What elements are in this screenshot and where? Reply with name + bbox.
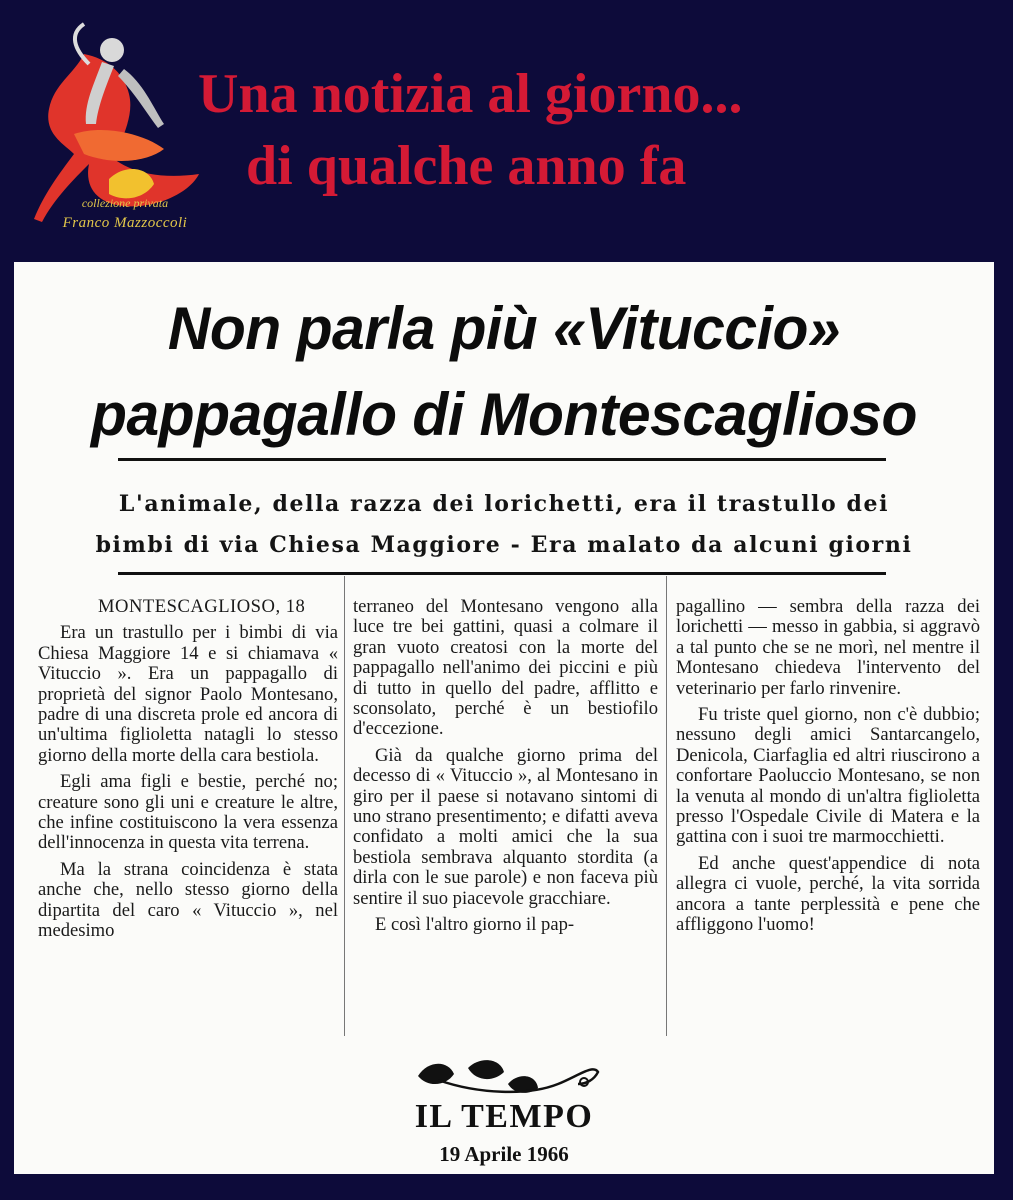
paragraph: terraneo del Montesano vengono alla luce tre bei gattini, quasi a colmare il gran vuoto creatosi con la morte del pappagallo nell'animo dei piccini e più di tutto in quello del padre, afflitto e sconsolato, perché è un bestiofilo d'eccezione. <box>353 596 658 740</box>
column-separator <box>344 576 345 1036</box>
leaf-ornament-icon <box>408 1054 604 1100</box>
column-separator <box>666 576 667 1036</box>
collection-owner: Franco Mazzoccoli <box>62 215 188 231</box>
title-line-1: Una notizia al giorno... <box>198 63 743 125</box>
dateline: MONTESCAGLIOSO, 18 <box>98 596 306 617</box>
article-column-2 <box>353 597 658 942</box>
paragraph: Ed anche quest'appendice di nota allegra ci vuole, perché, la vita sorrida ancora a tante perplessità e pene che affliggono l'uomo! <box>676 852 980 936</box>
headline-line-2: pappagallo di Montescaglioso <box>91 381 917 448</box>
newspaper-clipping <box>14 262 994 1174</box>
page-title <box>190 58 890 202</box>
article-headline <box>24 286 984 458</box>
headline-line-1: Non parla più «Vituccio» <box>167 295 841 362</box>
paragraph: E così l'altro giorno il pap- <box>375 914 575 936</box>
paragraph: Fu triste quel giorno, non c'è dubbio; nessuno degli amici Santarcangelo, Denicola, Ciarfaglia ed altri riuscirono a confortare Paoluccio Montesano, se non la venuta al mondo di un'altra figlioletta presso l'Ospedale Civile di Matera e la gattina con i suoi tre marmocchietti. <box>676 704 980 848</box>
title-line-2: di qualche anno fa <box>246 135 687 197</box>
publication-date: 19 Aprile 1966 <box>439 1142 569 1166</box>
divider-rule <box>118 458 886 461</box>
article-subheadline <box>14 484 994 566</box>
article-column-1 <box>38 597 338 948</box>
article-column-3 <box>676 597 980 942</box>
newspaper-name: IL TEMPO <box>414 1098 594 1135</box>
subhead-line-2: bimbi di via Chiesa Maggiore - Era malato da alcuni giorni <box>95 532 913 558</box>
paragraph: Era un trastullo per i bimbi di via Chiesa Maggiore 14 e si chiamava « Vituccio ». Era un pappagallo di proprietà del signor Paolo Montesano, padre di una discreta prole ed ancora di un'ultima figlioletta natagli lo stesso giorno della morte della cara bestiola. <box>38 622 338 766</box>
paragraph: Già da qualche giorno prima del decesso di « Vituccio », al Montesano in giro per il paese si notavano sintomi di uno strano presentimento; e difatti aveva confidato a molti amici che la sua bestiola sembrava alquanto stordita (a dirla con le sue parole) e non faceva più sentire il suo piacevole gracchiare. <box>353 744 658 909</box>
paragraph: pagallino — sembra della razza dei lorichetti — messo in gabbia, si aggravò a tal punto che se ne morì, nel mentre il Montesano chiedeva l'intervento del veterinario per farlo rinvenire. <box>676 596 980 699</box>
collection-caption <box>40 196 210 232</box>
collection-label: collezione privata <box>81 196 169 210</box>
paragraph: Egli ama figli e bestie, perché no; creature sono gli uni e creature le altre, che infine costituiscono la vera essenza dell'innocenza in questa vita terrena. <box>38 771 338 854</box>
divider-rule <box>118 572 886 575</box>
paragraph: Ma la strana coincidenza è stata anche che, nello stesso giorno della dipartita del caro « Vituccio », nel medesimo <box>38 858 338 942</box>
subhead-line-1: L'animale, della razza dei lorichetti, era il trastullo dei <box>118 491 890 517</box>
